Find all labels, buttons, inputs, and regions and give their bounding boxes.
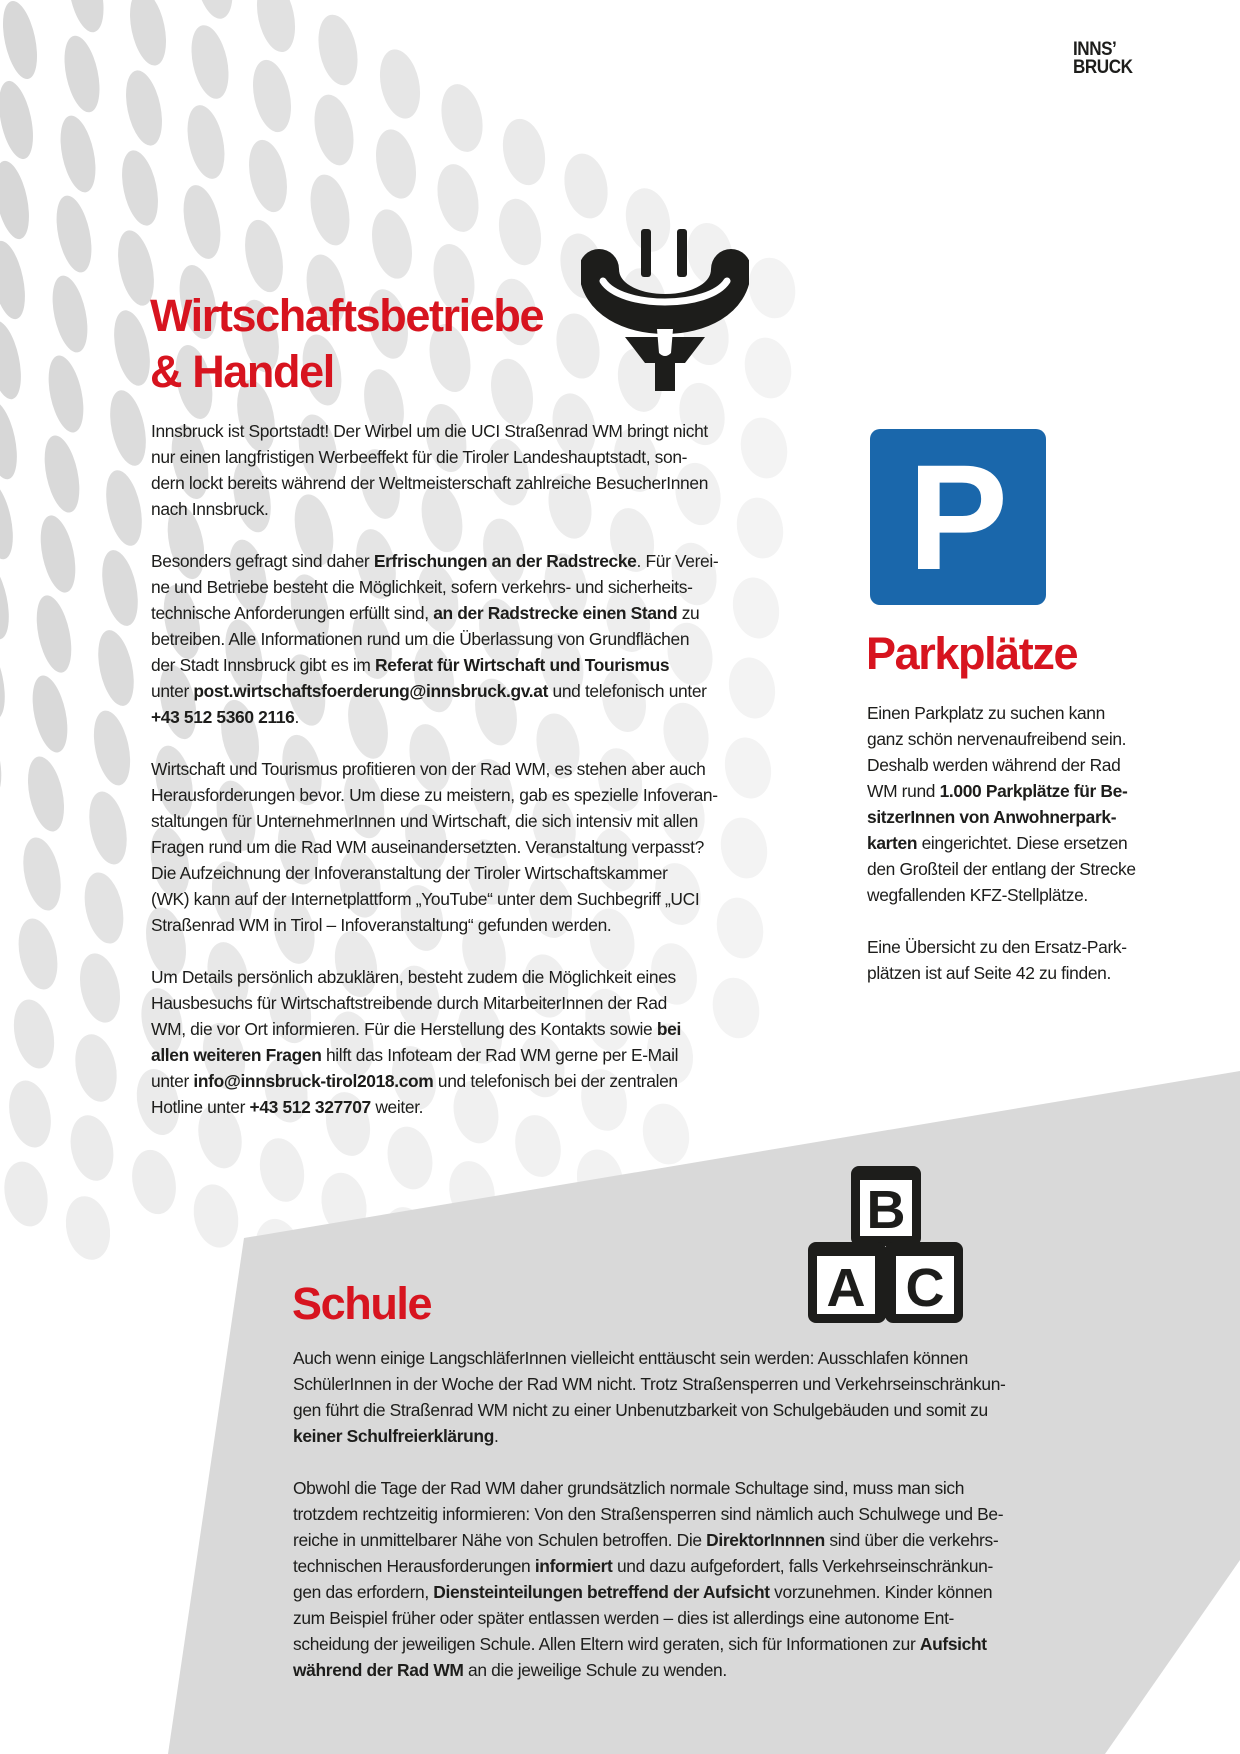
decorative-dot [54, 113, 101, 196]
text-line [151, 990, 718, 1016]
decorative-dot [0, 478, 19, 563]
text-segment: der Stadt Innsbruck gibt es im [151, 655, 376, 675]
innsbruck-logo [1073, 41, 1132, 77]
paragraph [151, 756, 718, 938]
decorative-dot [31, 592, 78, 675]
text-segment: Obwohl die Tage der Rad WM daher grundsätzlich normale Schultage sind, muss man sich [293, 1478, 965, 1498]
text-segment: hilft das Infoteam der Rad WM gerne per E-Mail [321, 1045, 679, 1065]
decorative-dot [309, 91, 360, 169]
text-line [867, 700, 1136, 726]
text-segment: Eine Übersicht zu den Ersatz-Park- [867, 937, 1127, 957]
text-line [151, 418, 718, 444]
text-segment: wegfallenden KFZ-Stellplätze. [867, 885, 1088, 905]
text-segment: den Großteil der entlang der Strecke [867, 859, 1136, 879]
text-line [293, 1475, 1005, 1501]
decorative-dot [188, 1180, 244, 1252]
decorative-dot [711, 893, 768, 962]
text-segment: betreiben. Alle Informationen rund um die Überlassung von Grundflächen [151, 629, 690, 649]
text-line [293, 1501, 1005, 1527]
decorative-dot [124, 0, 172, 69]
decorative-dot [0, 718, 7, 801]
text-line [151, 1068, 718, 1094]
block-letter-a: A [826, 1258, 866, 1318]
bold-text: Diensteinteilungen betreffend der Aufsicht [433, 1582, 770, 1602]
text-segment: staltungen für UnternehmerInnen und Wirtschaft, die sich intensiv mit allen [151, 811, 698, 831]
text-line [151, 704, 718, 730]
text-line [867, 804, 1136, 830]
text-line [151, 496, 718, 522]
text-segment: SchülerInnen in der Woche der Rad WM nicht. Trotz Straßensperren und Verkehrseinschränkun- [293, 1374, 1006, 1394]
bold-text: DirektorInnnen [706, 1530, 825, 1550]
text-segment: Besonders gefragt sind daher [151, 551, 374, 571]
bold-text: Aufsicht [919, 1634, 987, 1654]
text-segment: . [493, 1426, 499, 1446]
bold-text: info@innsbruck-tirol2018.com [193, 1071, 434, 1091]
decorative-dot [35, 512, 82, 595]
business-title-line-2: & Handel [150, 346, 334, 397]
text-line [293, 1527, 1005, 1553]
decorative-dot [104, 387, 152, 469]
bold-text: während der Rad WM [293, 1660, 464, 1680]
text-segment: und telefonisch unter [548, 681, 707, 701]
decorative-dot [100, 467, 148, 549]
text-segment: an die jeweilige Schule zu wenden. [463, 1660, 727, 1680]
decorative-dot [0, 158, 35, 242]
text-segment: ne und Betriebe besteht die Möglichkeit, sofern verkehrs- und sicherheits- [151, 577, 693, 597]
text-line [293, 1657, 1005, 1683]
bold-text: allen weiteren Fragen [151, 1045, 322, 1065]
text-segment: technische Anforderungen erfüllt sind, [151, 603, 434, 623]
text-segment: Auch wenn einige LangschläferInnen vielleicht enttäuscht sein werden: Ausschlafen können [293, 1348, 968, 1368]
text-segment: Hotline unter [151, 1097, 250, 1117]
text-segment: eingerichtet. Diese ersetzen [917, 833, 1128, 853]
text-segment: vorzunehmen. Kinder können [769, 1582, 993, 1602]
text-line [867, 934, 1136, 960]
text-line [151, 782, 718, 808]
text-line [293, 1345, 1005, 1371]
text-line [151, 834, 718, 860]
bold-text: Referat für Wirtschaft und Tourismus [375, 655, 670, 675]
text-line [151, 860, 718, 886]
bold-text: +43 512 327707 [249, 1097, 371, 1117]
sausage-on-fork-icon [581, 229, 749, 391]
bold-text: an der Radstrecke einen Stand [433, 603, 678, 623]
decorative-dot [185, 22, 234, 102]
decorative-dot [8, 996, 60, 1072]
decorative-dot [50, 192, 97, 275]
decorative-dot [254, 1134, 310, 1206]
text-segment: Um Details persönlich abzuklären, besteht zudem die Möglichkeit eines [151, 967, 676, 987]
text-segment: scheidung der jeweiligen Schule. Allen Eltern wird geraten, sich für Informationen zur [293, 1634, 920, 1654]
decorative-dot [116, 147, 164, 229]
logo-line-1: INNS’ [1073, 39, 1117, 60]
decorative-dot [189, 0, 238, 22]
decorative-dot [177, 182, 226, 263]
decorative-dot [510, 1111, 567, 1181]
text-line [867, 726, 1136, 752]
decorative-dot [13, 915, 64, 993]
text-segment: trotzdem rechtzeitig informieren: Von den Straßensperren sind nämlich auch Schulwege und Be- [293, 1504, 1004, 1524]
bold-text: +43 512 5360 2116 [151, 707, 295, 727]
decorative-dot [382, 1122, 438, 1193]
text-segment: unter [151, 1071, 194, 1091]
decorative-dot [239, 216, 289, 295]
school-title: Schule [292, 1278, 432, 1329]
text-segment: Einen Parkplatz zu suchen kann [867, 703, 1105, 723]
text-line [151, 912, 718, 938]
text-segment: unter [151, 681, 194, 701]
decorative-dot [366, 206, 418, 283]
paragraph [151, 418, 718, 522]
text-segment: und dazu aufgefordert, falls Verkehrseinschränkun- [612, 1556, 993, 1576]
text-segment: ganz schön nervenaufreibend sein. [867, 729, 1127, 749]
bold-text: Erfrischungen an der Radstrecke [373, 551, 637, 571]
decorative-dot [723, 653, 780, 723]
text-line [867, 830, 1136, 856]
paragraph [151, 964, 718, 1120]
decorative-dot [0, 398, 23, 482]
bold-text: karten [867, 833, 918, 853]
text-segment: Fragen rund um die Rad WM auseinandersetzten. Veranstaltung verpasst? [151, 837, 704, 857]
parking-sign-icon [870, 429, 1046, 605]
parking-body [867, 700, 1136, 986]
text-line [867, 856, 1136, 882]
text-segment: zum Beispiel früher oder später entlassen werden – dies ist allerdings eine autonome Ent- [293, 1608, 954, 1628]
decorative-dot [436, 80, 489, 155]
text-segment: technischen Herausforderungen [293, 1556, 535, 1576]
decorative-dot [735, 413, 792, 483]
decorative-dot [493, 195, 547, 269]
paragraph [867, 934, 1136, 986]
bold-text: informiert [534, 1556, 613, 1576]
decorative-dot [92, 627, 140, 709]
text-line [151, 626, 718, 652]
parking-title: Parkplätze [866, 628, 1078, 679]
decorative-dot [96, 547, 144, 629]
text-segment: Hausbesuchs für Wirtschaftstreibende durch MitarbeiterInnen der Rad [151, 993, 667, 1013]
decorative-dot [0, 880, 1, 960]
bold-text: sitzerInnen von Anwohnerpark- [867, 807, 1117, 827]
text-segment: (WK) kann auf der Internetplattform „YouTube“ unter dem Suchbegriff „UCI [151, 889, 700, 909]
text-segment: Deshalb werden während der Rad [867, 755, 1121, 775]
text-line [151, 548, 718, 574]
text-line [293, 1579, 1005, 1605]
text-line [293, 1605, 1005, 1631]
decorative-dot [108, 307, 156, 389]
text-line [293, 1553, 1005, 1579]
decorative-dot [497, 115, 551, 189]
decorative-dot [0, 799, 4, 881]
decorative-dot [83, 788, 133, 868]
bold-text: bei [656, 1019, 681, 1039]
decorative-dot [39, 432, 86, 515]
text-line [293, 1371, 1005, 1397]
text-line [151, 652, 718, 678]
decorative-dot [58, 33, 105, 116]
paragraph [293, 1345, 1005, 1449]
block-letter-b: B [866, 1180, 906, 1240]
decorative-dot [60, 1192, 116, 1264]
decorative-dot [65, 1111, 119, 1185]
decorative-dot [243, 136, 293, 215]
decorative-dot [79, 869, 130, 947]
text-segment: Innsbruck ist Sportstadt! Der Wirbel um die UCI Straßenrad WM bringt nicht [151, 421, 708, 441]
text-segment: zu [677, 603, 700, 623]
text-line [867, 960, 1136, 986]
text-segment: und telefonisch bei der zentralen [433, 1071, 678, 1091]
text-segment: plätzen ist auf Seite 42 zu finden. [867, 963, 1111, 983]
decorative-dot [743, 253, 801, 322]
logo-line-2: BRUCK [1073, 57, 1133, 78]
business-title-line-1: Wirtschaftsbetriebe [150, 290, 544, 341]
text-line [151, 756, 718, 782]
text-segment: Herausforderungen bevor. Um diese zu meistern, gab es spezielle Infoveran- [151, 785, 718, 805]
text-line [293, 1631, 1005, 1657]
decorative-dot [88, 707, 136, 788]
decorative-dot [370, 126, 422, 203]
text-line [151, 678, 718, 704]
decorative-dot [719, 733, 776, 803]
text-line [151, 964, 718, 990]
business-body [151, 418, 718, 1120]
decorative-dot [305, 171, 356, 249]
text-line [867, 882, 1136, 908]
text-line [151, 444, 718, 470]
decorative-dot [62, 0, 109, 35]
business-title [150, 288, 543, 400]
bold-text: keiner Schulfreierklärung [293, 1426, 494, 1446]
decorative-dot [0, 238, 31, 322]
school-body [293, 1345, 1005, 1683]
decorative-dot [0, 1158, 53, 1231]
decorative-dot [46, 272, 93, 355]
text-segment: weiter. [370, 1097, 424, 1117]
decorative-dot [312, 11, 363, 89]
decorative-dot [74, 950, 126, 1027]
text-segment: nur einen langfristigen Werbeeffekt für die Tiroler Landeshauptstadt, son- [151, 447, 688, 467]
decorative-dot [715, 813, 772, 883]
decorative-dot [374, 46, 426, 123]
text-segment: reiche in unmittelbarer Nähe von Schulen betroffen. Die [293, 1530, 707, 1550]
text-segment: gen das erfordern, [293, 1582, 434, 1602]
text-line [151, 600, 718, 626]
text-segment: nach Innsbruck. [151, 499, 269, 519]
text-segment: Straßenrad WM in Tirol – Infoveranstaltung“ gefunden werden. [151, 915, 612, 935]
text-segment: WM, die vor Ort informieren. Für die Herstellung des Kontakts sowie [151, 1019, 657, 1039]
text-segment: . Für Verei- [636, 551, 719, 571]
text-line [151, 1016, 718, 1042]
text-line [867, 778, 1136, 804]
decorative-dot [0, 638, 11, 723]
decorative-dot [126, 1146, 181, 1218]
text-line [867, 752, 1136, 778]
text-segment: dern lockt bereits während der Weltmeisterschaft zahlreiche BesucherInnen [151, 473, 709, 493]
decorative-dot [559, 149, 614, 222]
text-line [293, 1397, 1005, 1423]
decorative-dot [27, 672, 74, 755]
decorative-dot [0, 558, 15, 643]
bold-text: 1.000 Parkplätze für Be- [939, 781, 1128, 801]
parking-sign-letter: P [907, 433, 1009, 601]
decorative-dot [17, 834, 67, 914]
text-segment: . [294, 707, 299, 727]
decorative-dot [251, 0, 301, 56]
decorative-dot [43, 352, 90, 435]
text-line [293, 1423, 1005, 1449]
text-segment: gen führt die Straßenrad WM nicht zu einer Unbenutzbarkeit von Schulgebäuden und somit zu [293, 1400, 988, 1420]
paragraph [151, 548, 718, 730]
decorative-dot [727, 573, 784, 643]
bold-text: post.wirtschaftsfoerderung@innsbruck.gv.at [193, 681, 549, 701]
decorative-dot [0, 318, 27, 402]
paragraph [293, 1475, 1005, 1683]
decorative-dot [0, 78, 39, 162]
decorative-dot [69, 1030, 122, 1105]
decorative-dot [181, 102, 230, 182]
decorative-dot [1, 0, 47, 2]
decorative-dot [731, 493, 788, 563]
decorative-dot [3, 1077, 56, 1152]
decorative-dot [247, 56, 297, 135]
decorative-dot [120, 67, 168, 149]
decorative-dot [0, 0, 43, 82]
text-line [151, 886, 718, 912]
decorative-dot [432, 160, 485, 236]
text-line [151, 1042, 718, 1068]
block-letter-c: C [905, 1258, 945, 1318]
text-segment: WM rund [867, 781, 940, 801]
text-line [151, 808, 718, 834]
text-line [151, 1094, 718, 1120]
text-segment: Wirtschaft und Tourismus profitieren von der Rad WM, es stehen aber auch [151, 759, 706, 779]
text-segment: sind über die verkehrs- [824, 1530, 999, 1550]
text-segment: Die Aufzeichnung der Infoveranstaltung der Tiroler Wirtschaftskammer [151, 863, 668, 883]
decorative-dot [22, 753, 70, 835]
text-line [151, 470, 718, 496]
paragraph [867, 700, 1136, 908]
abc-blocks-icon [808, 1166, 963, 1323]
text-line [151, 574, 718, 600]
